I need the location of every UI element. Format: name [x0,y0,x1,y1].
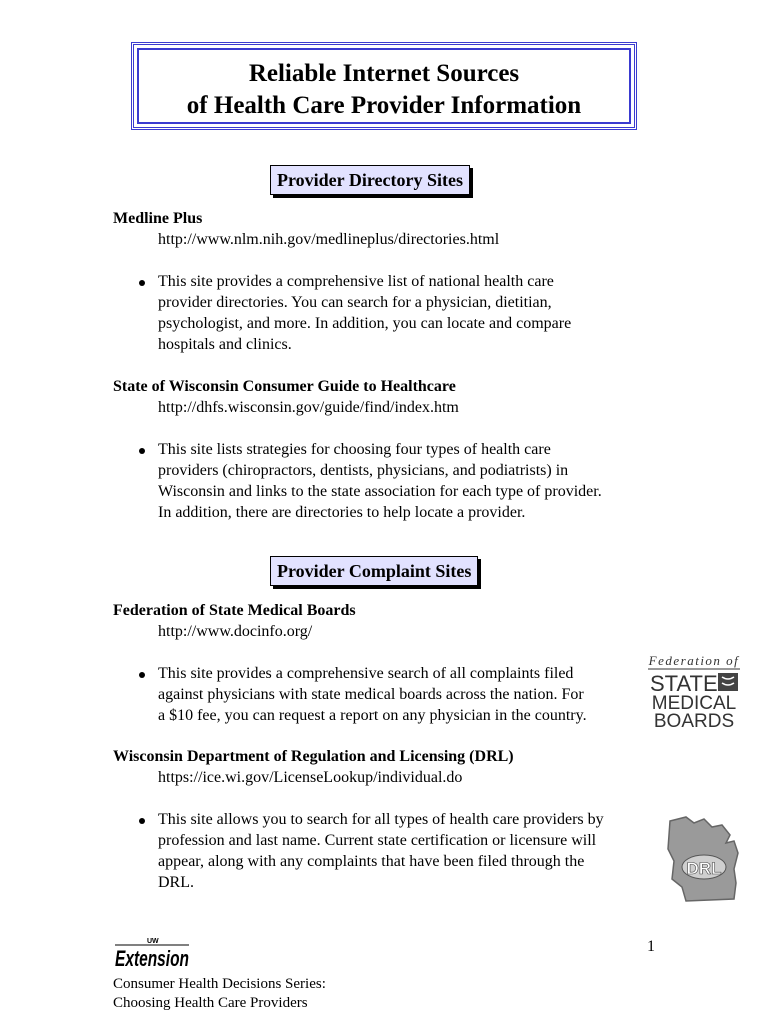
entry-desc-line: This site allows you to search for all types of health care providers by [158,811,604,828]
bullet-icon [139,448,145,454]
entry-url-wi-guide[interactable]: http://dhfs.wisconsin.gov/guide/find/index.htm [158,399,459,416]
extension-logo-top: UW [147,938,159,945]
entry-url-medline[interactable]: http://www.nlm.nih.gov/medlineplus/directories.html [158,231,500,248]
page-number: 1 [647,938,655,955]
entry-name-medline: Medline Plus [113,210,203,227]
entry-desc-line: providers (chiropractors, dentists, physicians, and podiatrists) in [158,462,569,479]
entry-desc-line: against physicians with state medical boards across the nation. For [158,686,584,703]
entry-desc-line: In addition, there are directories to help locate a provider. [158,504,526,521]
entry-name-wi-guide: State of Wisconsin Consumer Guide to Healthcare [113,378,456,395]
bullet-icon [139,818,145,824]
fsmb-logo-line-3: MEDICAL [651,693,737,714]
entry-desc-line: This site provides a comprehensive search of all complaints filed [158,665,574,682]
drl-logo [664,813,744,905]
page-title [131,58,637,122]
fsmb-logo-line-4: BOARDS [653,711,735,732]
entry-name-drl: Wisconsin Department of Regulation and Licensing (DRL) [113,748,514,765]
caduceus-icon [718,673,738,691]
fsmb-logo-line-1: Federation of [648,653,740,668]
fsmb-logo-line-2: STATE [650,671,718,696]
section-heading-directory: Provider Directory Sites [270,165,470,195]
fsmb-logo [646,651,742,732]
page-title-line-2: of Health Care Provider Information [186,92,582,119]
entry-desc-line: This site lists strategies for choosing four types of health care [158,441,551,458]
entry-desc-line: Wisconsin and links to the state association for each type of provider. [158,483,602,500]
footer-series-line-1: Consumer Health Decisions Series: [113,976,326,992]
extension-logo [113,934,191,970]
bullet-icon [139,672,145,678]
drl-logo-text: DRL [686,859,722,878]
entry-url-drl[interactable]: https://ice.wi.gov/LicenseLookup/individual.do [158,769,463,786]
entry-desc-line: appear, along with any complaints that have been filed through the [158,853,585,870]
entry-desc-line: profession and last name. Current state certification or licensure will [158,832,597,849]
footer-series-line-2: Choosing Health Care Providers [113,995,308,1011]
entry-desc-line: provider directories. You can search for a physician, dietitian, [158,294,552,311]
entry-url-fsmb[interactable]: http://www.docinfo.org/ [158,623,313,640]
section-heading-complaints: Provider Complaint Sites [270,556,478,586]
entry-desc-line: DRL. [158,874,194,891]
entry-desc-line: hospitals and clinics. [158,336,292,353]
entry-desc-line: psychologist, and more. In addition, you can locate and compare [158,315,572,332]
entry-desc-line: a $10 fee, you can request a report on any physician in the country. [158,707,587,724]
bullet-icon [139,280,145,286]
entry-desc-line: This site provides a comprehensive list of national health care [158,273,554,290]
extension-logo-main: Extension [115,946,189,971]
entry-name-fsmb: Federation of State Medical Boards [113,602,356,619]
page-title-line-1: Reliable Internet Sources [248,60,520,87]
